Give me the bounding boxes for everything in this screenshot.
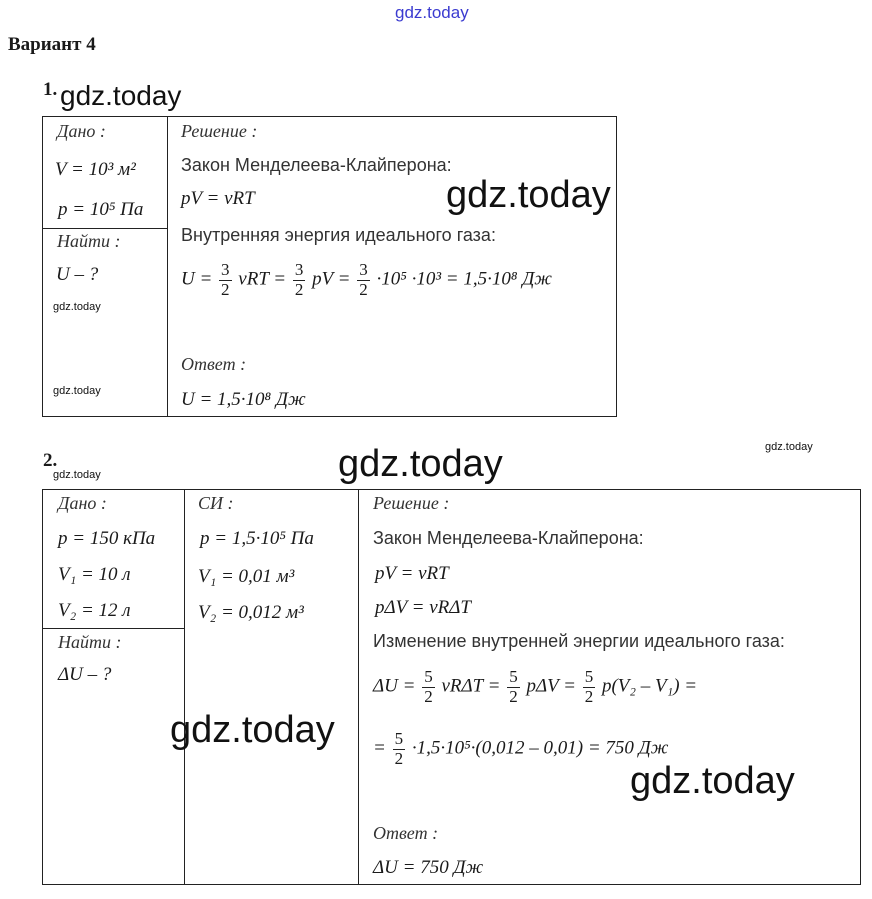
numerator: 5 <box>394 729 404 748</box>
si-v2: V₂ = 0,012 м³ <box>198 602 304 623</box>
fraction <box>393 730 406 768</box>
find-value: U – ? <box>56 264 99 285</box>
watermark: gdz.today <box>53 469 101 481</box>
energy-text: Внутренняя энергия идеального газа: <box>181 225 496 245</box>
row-divider <box>42 228 168 229</box>
fraction <box>293 261 306 299</box>
solution-label: Решение : <box>373 493 450 513</box>
find-label: Найти : <box>58 632 122 652</box>
watermark: gdz.today <box>60 80 182 111</box>
answer-value: U = 1,5·10⁸ Дж <box>181 389 306 410</box>
law-text: Закон Менделеева-Клайперона: <box>373 528 644 548</box>
denominator: 2 <box>294 279 304 299</box>
watermark: gdz.today <box>170 709 335 751</box>
watermark: gdz.today <box>53 385 101 397</box>
equation-state: pV = νRT <box>375 563 449 584</box>
answer-label: Ответ : <box>181 354 247 374</box>
law-text: Закон Менделеева-Клайперона: <box>181 155 452 175</box>
numerator: 3 <box>221 260 230 279</box>
fraction <box>357 261 370 299</box>
find-label: Найти : <box>57 231 121 251</box>
equation-delta: pΔV = νRΔT <box>375 597 471 618</box>
answer-value: ΔU = 750 Дж <box>373 857 484 878</box>
denominator: 2 <box>394 748 404 768</box>
watermark: gdz.today <box>446 174 611 216</box>
formula-part: νRT = <box>238 268 287 290</box>
delta-u-calculation <box>373 730 668 768</box>
formula-lhs: = <box>373 737 386 759</box>
denominator: 2 <box>359 279 368 299</box>
numerator: 3 <box>359 260 368 279</box>
given-label: Дано : <box>57 121 106 141</box>
given-label: Дано : <box>58 493 107 513</box>
formula-part: p(V₂ – V₁) = <box>601 675 698 697</box>
si-pressure: p = 1,5·10⁵ Па <box>200 528 314 549</box>
column-divider <box>184 489 185 885</box>
fraction <box>219 261 232 299</box>
solution-label: Решение : <box>181 121 258 141</box>
numerator: 5 <box>509 667 518 686</box>
watermark: gdz.today <box>53 301 101 313</box>
row-divider <box>42 628 185 629</box>
energy-formula <box>181 261 552 299</box>
delta-u-formula <box>373 668 697 706</box>
page-title: Вариант 4 <box>8 34 96 55</box>
column-divider <box>167 116 168 417</box>
formula-part: ·10⁵ ·10³ = 1,5·10⁸ Дж <box>376 268 552 290</box>
watermark: gdz.today <box>630 760 795 802</box>
numerator: 3 <box>294 260 304 279</box>
column-divider <box>358 489 359 885</box>
problem-2-number: 2. <box>43 450 58 471</box>
fraction <box>422 668 435 706</box>
formula-part: pV = <box>312 268 351 290</box>
watermark-top: gdz.today <box>395 3 469 22</box>
denominator: 2 <box>584 686 594 706</box>
formula-part: νRΔT = <box>441 675 501 697</box>
numerator: 5 <box>424 667 433 686</box>
find-value: ΔU – ? <box>58 664 112 685</box>
formula-lhs: ΔU = <box>373 675 416 697</box>
fraction <box>507 668 520 706</box>
given-volume: V = 10³ м² <box>55 159 136 180</box>
given-pressure: p = 10⁵ Па <box>58 199 144 220</box>
equation-state: pV = νRT <box>181 188 255 209</box>
problem-1-number: 1. <box>43 79 58 100</box>
formula-part: pΔV = <box>526 675 576 697</box>
given-pressure: p = 150 кПа <box>58 528 156 549</box>
watermark: gdz.today <box>338 443 503 485</box>
denominator: 2 <box>221 279 230 299</box>
si-label: СИ : <box>198 493 234 513</box>
answer-label: Ответ : <box>373 823 439 843</box>
given-v1: V₁ = 10 л <box>58 564 131 585</box>
given-v2: V₂ = 12 л <box>58 600 131 621</box>
numerator: 5 <box>584 667 594 686</box>
formula-lhs: U = <box>181 268 213 290</box>
change-text: Изменение внутренней энергии идеального газа: <box>373 631 785 651</box>
formula-part: ·1,5·10⁵·(0,012 – 0,01) = 750 Дж <box>411 737 669 759</box>
denominator: 2 <box>509 686 518 706</box>
fraction <box>583 668 596 706</box>
si-v1: V₁ = 0,01 м³ <box>198 566 295 587</box>
watermark: gdz.today <box>765 441 813 453</box>
denominator: 2 <box>424 686 433 706</box>
